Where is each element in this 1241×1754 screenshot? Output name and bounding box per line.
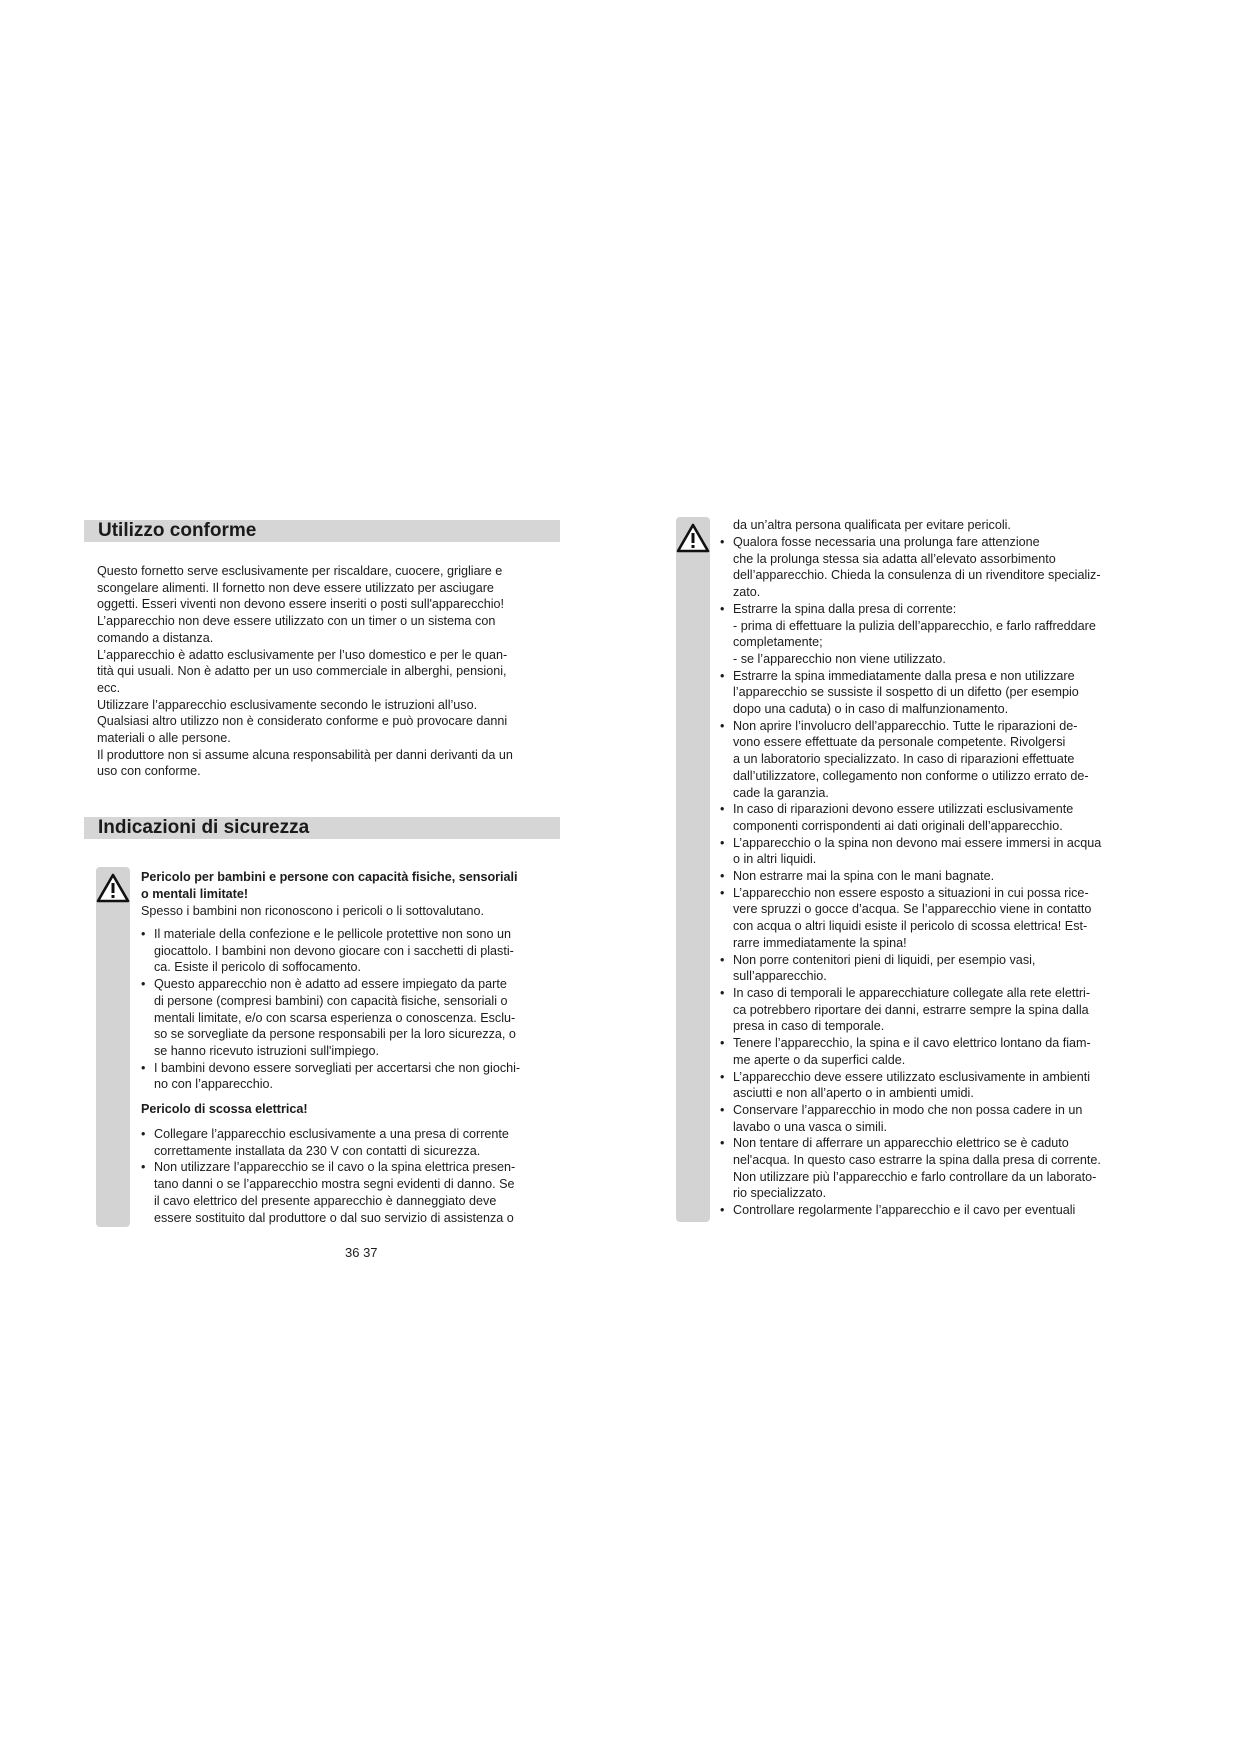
warning-electric-title: Pericolo di scossa elettrica! xyxy=(141,1102,308,1116)
list-item: • I bambini devono essere sorvegliati per accertarsi che non giochi- no con l’apparecchio. xyxy=(141,1060,571,1093)
list-item: • Estrarre la spina immediatamente dalla presa e non utilizzare l’apparecchio se sussiste il sospetto di un difetto (per esempio dopo una caduta) o in caso di malfunzionamento. xyxy=(720,668,1146,718)
list-item: • In caso di temporali le apparecchiature collegate alla rete elettri- ca potrebbero riportare dei danni, estrarre sempre la spina dalla presa in caso di temporale. xyxy=(720,985,1146,1035)
list-item: • Estrarre la spina dalla presa di corrente: - prima di effettuare la pulizia dell’apparecchio, e farlo raffreddare completamente; - se l’apparecchio non viene utilizzato. xyxy=(720,601,1146,668)
warning-sidebar-right xyxy=(676,517,710,1222)
list-item: • Qualora fosse necessaria una prolunga fare attenzione che la prolunga stessa sia adatta all’elevato assorbimento dell’apparecchio. Chieda la consulenza di un rivenditore specializ- zato. xyxy=(720,534,1146,601)
list-item: • In caso di riparazioni devono essere utilizzati esclusivamente componenti corrispondenti ai dati originali dell’apparecchio. xyxy=(720,801,1146,834)
warning-sidebar-left xyxy=(96,867,130,1227)
safety-bullet-list xyxy=(720,534,1146,1219)
list-item: • Non tentare di afferrare un apparecchio elettrico se è caduto nel'acqua. In questo caso estrarre la spina dalla presa di corrente. Non utilizzare più l’apparecchio e farlo controllare da un laborato- rio specializzato. xyxy=(720,1135,1146,1202)
continuation-text: da un’altra persona qualificata per evitare pericoli. xyxy=(733,518,1011,532)
list-item: • Non estrarre mai la spina con le mani bagnate. xyxy=(720,868,1146,885)
list-item: • Tenere l’apparecchio, la spina e il cavo elettrico lontano da fiam- me aperte o da superfici calde. xyxy=(720,1035,1146,1068)
list-item: • Questo apparecchio non è adatto ad essere impiegato da parte di persone (compresi bambini) con capacità fisiche, sensoriali o mentali limitate, e/o con scarsa esperienza o conoscenza. Esclu- so se sorvegliate da persone responsabili per la loro sicurezza, o se hanno ricevuto istruzioni sull'impiego. xyxy=(141,976,571,1060)
list-item: • Conservare l’apparecchio in modo che non possa cadere in un lavabo o una vasca o simili. xyxy=(720,1102,1146,1135)
page-numbers: 36 37 xyxy=(345,1245,378,1260)
warning-children-title: Pericolo per bambini e persone con capacità fisiche, sensoriali o mentali limitate! xyxy=(141,870,518,901)
list-item: • L’apparecchio non essere esposto a situazioni in cui possa rice- vere spruzzi o gocce d’acqua. Se l’apparecchio viene in contatto con acqua o altri liquidi esiste il pericolo di scossa elettrica! Est- rarre immediatamente la spina! xyxy=(720,885,1146,952)
warning-children-text: Spesso i bambini non riconoscono i pericoli o li sottovalutano. xyxy=(141,904,485,918)
electric-bullet-list xyxy=(141,1126,571,1226)
section-heading-indicazioni-sicurezza: Indicazioni di sicurezza xyxy=(84,817,560,839)
list-item: • Non porre contenitori pieni di liquidi, per esempio vasi, sull’apparecchio. xyxy=(720,952,1146,985)
warning-triangle-icon xyxy=(96,872,130,904)
list-item: • Controllare regolarmente l’apparecchio e il cavo per eventuali xyxy=(720,1202,1146,1219)
list-item: • Collegare l’apparecchio esclusivamente a una presa di corrente correttamente installata da 230 V con contatti di sicurezza. xyxy=(141,1126,571,1159)
list-item: • Non utilizzare l’apparecchio se il cavo o la spina elettrica presen- tano danni o se l’apparecchio mostra segni evidenti di danno. Se il cavo elettrico del presente apparecchio è danneggiato deve essere sostituito dal produttore o dal suo servizio di assistenza o xyxy=(141,1159,571,1226)
list-item: • L’apparecchio o la spina non devono mai essere immersi in acqua o in altri liquidi. xyxy=(720,835,1146,868)
list-item: • Non aprire l’involucro dell’apparecchio. Tutte le riparazioni de- vono essere effettuate da personale competente. Rivolgersi a un laboratorio specializzato. In caso di riparazioni effettuate dall’utilizzatore, collegamento non conforme o utilizzo errato de- cade la garanzia. xyxy=(720,718,1146,802)
warning-triangle-icon xyxy=(676,522,710,554)
intro-paragraph: Questo fornetto serve esclusivamente per riscaldare, cuocere, grigliare e scongelare alimenti. Il fornetto non deve essere utilizzato per asciugare oggetti. Esseri viventi non devono essere inseriti o posti sull'apparecchio! L’apparecchio non deve essere utilizzato con un timer o un sistema con comando a distanza. L’apparecchio è adatto esclusivamente per l’uso domestico e per le quan- tità qui usuali. Non è adatto per un uso commerciale in alberghi, pensioni, ecc. Utilizzare l’apparecchio esclusivamente secondo le istruzioni all’uso. Qualsiasi altro utilizzo non è considerato conforme e può provocare danni materiali o alle persone. Il produttore non si assume alcuna responsabilità per danni derivanti da un uso con conforme. xyxy=(97,564,513,779)
list-item: • L’apparecchio deve essere utilizzato esclusivamente in ambienti asciutti e non all’aperto o in ambienti umidi. xyxy=(720,1069,1146,1102)
children-bullet-list xyxy=(141,926,571,1093)
list-item: • Il materiale della confezione e le pellicole protettive non sono un giocattolo. I bambini non devono giocare con i sacchetti di plasti- ca. Esiste il pericolo di soffocamento. xyxy=(141,926,571,976)
section-heading-utilizzo-conforme: Utilizzo conforme xyxy=(84,520,560,542)
